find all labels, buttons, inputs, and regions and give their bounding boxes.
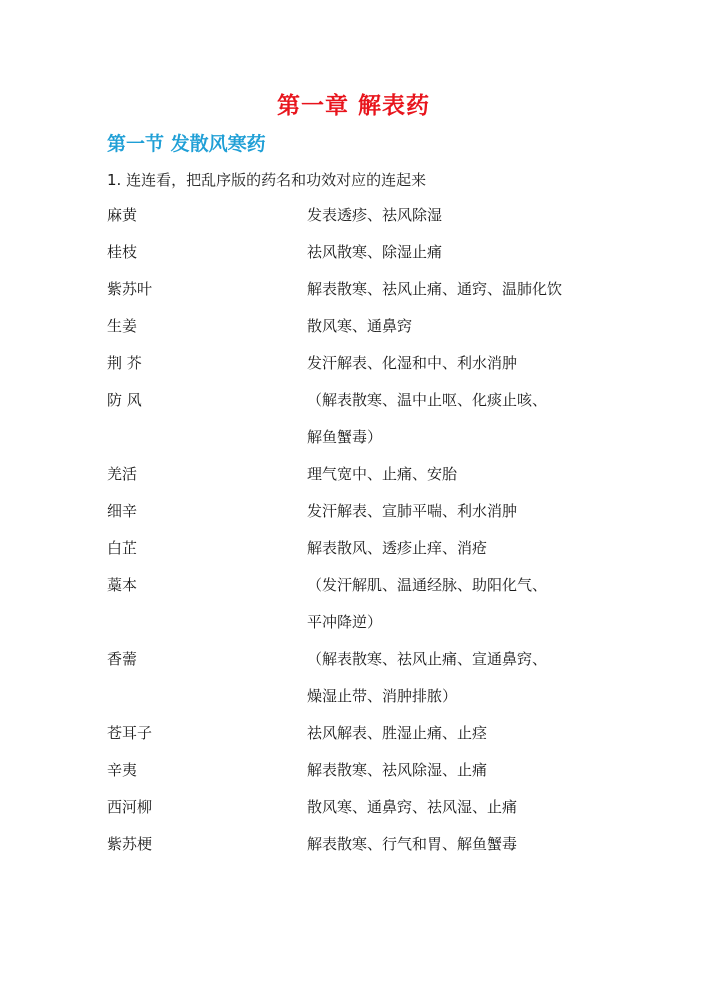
matching-list: [107, 204, 627, 870]
herb-name: 荆 芥: [107, 354, 142, 372]
herb-name: 细辛: [107, 502, 138, 520]
matching-row: [107, 204, 627, 241]
herb-effect: 祛风解表、胜湿止痛、止痉: [307, 724, 488, 742]
matching-row: [107, 537, 627, 574]
herb-effect: 理气宽中、止痛、安胎: [307, 465, 458, 483]
herb-effect: 发汗解表、宣肺平喘、利水消肿: [307, 502, 518, 520]
herb-name: 麻黄: [107, 206, 138, 224]
matching-row: [107, 463, 627, 500]
herb-effect: 解表散寒、祛风止痛、通窍、温肺化饮: [307, 280, 563, 298]
herb-name: 羌活: [107, 465, 138, 483]
matching-row: [107, 389, 627, 426]
herb-name: 辛夷: [107, 761, 138, 779]
section-title: 第一节 发散风寒药: [107, 133, 266, 155]
herb-name: 香薷: [107, 650, 138, 668]
herb-effect: 解表散寒、祛风除湿、止痛: [307, 761, 488, 779]
matching-row: [107, 315, 627, 352]
chapter-title: 第一章 解表药: [276, 93, 430, 119]
matching-row: [107, 500, 627, 537]
herb-effect: （解表散寒、祛风止痛、宣通鼻窍、: [307, 650, 548, 668]
matching-row: [107, 722, 627, 759]
herb-effect: 祛风散寒、除湿止痛: [307, 243, 443, 261]
herb-effect: 发表透疹、祛风除湿: [307, 206, 443, 224]
matching-row-continuation: [107, 426, 627, 463]
herb-name: 生姜: [107, 317, 138, 335]
exercise-instruction: 1. 连连看，把乱序版的药名和功效对应的连起来: [107, 171, 427, 189]
matching-row: [107, 352, 627, 389]
matching-row-continuation: [107, 611, 627, 648]
herb-effect: 散风寒、通鼻窍: [307, 317, 413, 335]
herb-name: 白芷: [107, 539, 138, 557]
matching-row: [107, 278, 627, 315]
herb-effect: 发汗解表、化湿和中、利水消肿: [307, 354, 518, 372]
herb-effect: 解鱼蟹毒）: [307, 428, 383, 446]
herb-effect: （解表散寒、温中止呕、化痰止咳、: [307, 391, 548, 409]
herb-effect: （发汗解肌、温通经脉、助阳化气、: [307, 576, 548, 594]
matching-row-continuation: [107, 685, 627, 722]
herb-name: 苍耳子: [107, 724, 153, 742]
matching-row: [107, 796, 627, 833]
herb-effect: 散风寒、通鼻窍、祛风湿、止痛: [307, 798, 518, 816]
herb-name: 西河柳: [107, 798, 153, 816]
matching-row: [107, 833, 627, 870]
herb-effect: 平冲降逆）: [307, 613, 383, 631]
matching-row: [107, 759, 627, 796]
herb-name: 紫苏叶: [107, 280, 153, 298]
herb-name: 藁本: [107, 576, 138, 594]
matching-row: [107, 648, 627, 685]
herb-name: 防 风: [107, 391, 142, 409]
herb-name: 紫苏梗: [107, 835, 153, 853]
herb-effect: 解表散寒、行气和胃、解鱼蟹毒: [307, 835, 518, 853]
herb-effect: 燥湿止带、消肿排脓）: [307, 687, 458, 705]
herb-name: 桂枝: [107, 243, 138, 261]
matching-row: [107, 241, 627, 278]
matching-row: [107, 574, 627, 611]
herb-effect: 解表散风、透疹止痒、消疮: [307, 539, 488, 557]
